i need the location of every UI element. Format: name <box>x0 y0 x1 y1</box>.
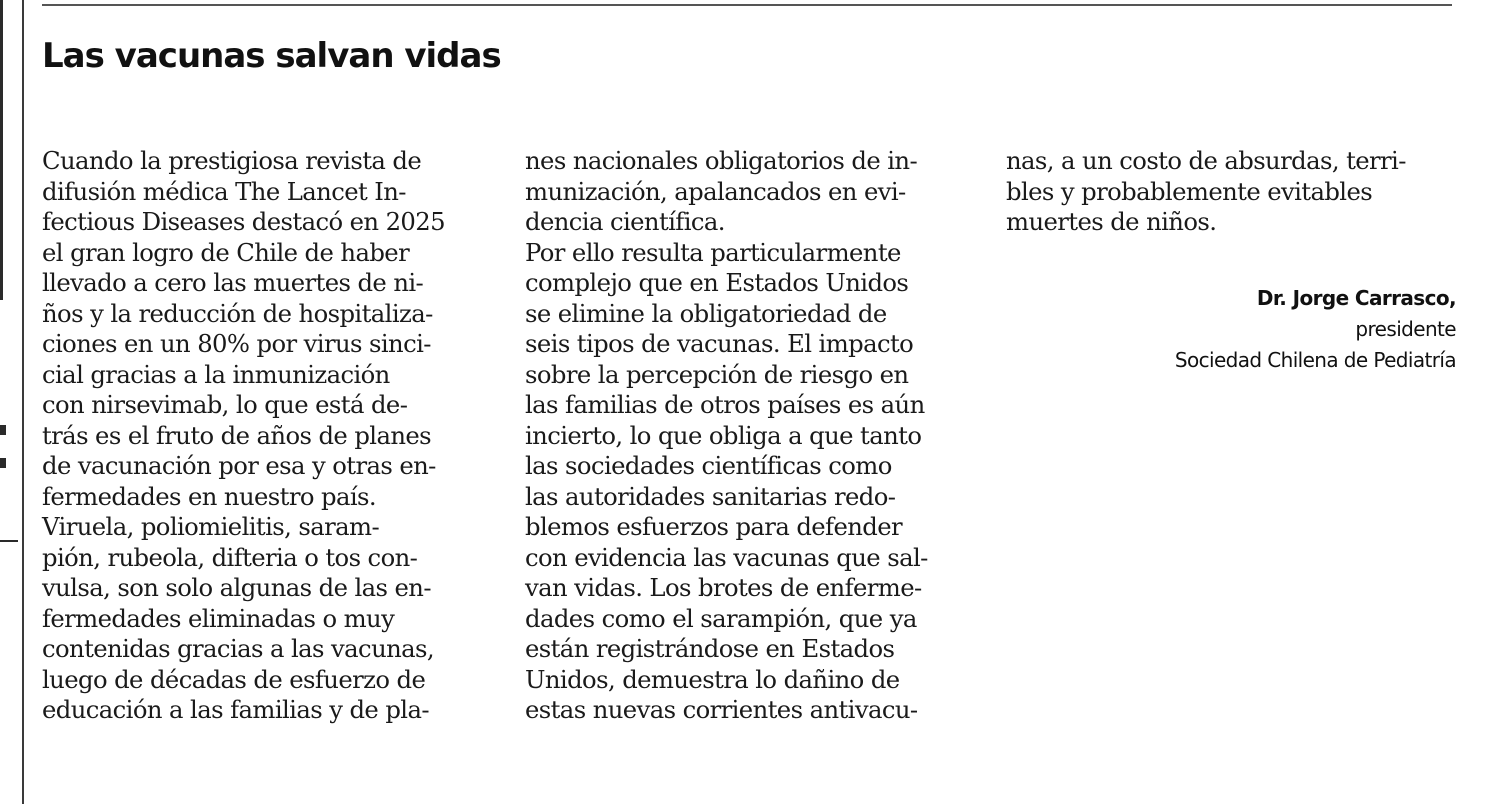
body-column-2 <box>525 146 975 726</box>
body-text-line: con evidencia las vacunas que sal- <box>525 542 928 572</box>
body-text-line: llevado a cero las muertes de ni- <box>42 268 424 297</box>
body-text-line: Por ello resulta particularmente <box>525 237 901 267</box>
body-text-line: de vacunación por esa y otras en- <box>42 451 436 480</box>
body-text-line: fectious Diseases destacó en 2025 <box>42 207 445 236</box>
body-text-line: nes nacionales obligatorios de in- <box>525 146 918 175</box>
body-text-line: Viruela, poliomielitis, saram- <box>42 512 380 541</box>
body-text-line: cial gracias a la inmunización <box>42 359 390 389</box>
body-text-line: estas nuevas corrientes antivacu- <box>525 695 918 724</box>
body-text-line: difusión médica The Lancet In- <box>42 176 406 206</box>
body-text-line: se elimine la obligatoriedad de <box>525 298 887 328</box>
body-text-line: fermedades en nuestro país. <box>42 481 376 511</box>
body-text-line: pión, rubeola, difteria o tos con- <box>42 542 418 572</box>
adjacent-column-fragment <box>0 540 18 542</box>
body-text-line: educación a las familias y de pla- <box>42 695 429 724</box>
letter-signature <box>1175 283 1456 376</box>
body-text-line: incierto, lo que obliga a que tanto <box>525 420 922 450</box>
body-text-line: vulsa, son solo algunas de las en- <box>42 573 431 602</box>
body-text-line: nas, a un costo de absurdas, terri- <box>1006 146 1406 175</box>
adjacent-column-fragment <box>0 458 6 468</box>
body-text-line: munización, apalancados en evi- <box>525 176 906 206</box>
adjacent-column-fragment <box>0 425 6 435</box>
body-text-line: sobre la percepción de riesgo en <box>525 359 909 389</box>
body-text-line: con nirsevimab, lo que está de- <box>42 390 408 419</box>
signature-organization: Sociedad Chilena de Pediatría <box>1174 348 1456 372</box>
article-headline: Las vacunas salvan vidas <box>42 36 501 76</box>
signature-name: Dr. Jorge Carrasco, <box>1256 286 1456 310</box>
body-text-line: muertes de niños. <box>1006 207 1217 236</box>
body-text-line: están registrándose en Estados <box>525 634 895 663</box>
body-text-line: Cuando la prestigiosa revista de <box>42 146 422 175</box>
body-text-line: dencia científica. <box>525 207 725 236</box>
body-text-line: las autoridades sanitarias redo- <box>525 481 896 511</box>
body-text-line: trás es el fruto de años de planes <box>42 420 432 450</box>
body-text-line: las sociedades científicas como <box>525 451 892 480</box>
top-rule <box>42 4 1452 6</box>
body-text-line: blemos esfuerzos para defender <box>525 512 903 541</box>
body-text-line: el gran logro de Chile de haber <box>42 237 410 267</box>
body-text-line: contenidas gracias a las vacunas, <box>42 634 435 663</box>
body-text-line: bles y probablemente evitables <box>1006 176 1373 206</box>
signature-role: presidente <box>1355 317 1456 341</box>
body-text-line: complejo que en Estados Unidos <box>525 268 909 297</box>
body-text-line: dades como el sarampión, que ya <box>525 603 917 633</box>
body-text-line: ños y la reducción de hospitaliza- <box>42 298 433 328</box>
body-column-3 <box>1006 146 1456 238</box>
adjacent-column-edge <box>0 0 3 300</box>
left-margin-rule <box>22 0 24 804</box>
body-column-1 <box>42 146 492 726</box>
body-text-line: van vidas. Los brotes de enferme- <box>525 573 922 602</box>
body-text-line: ciones en un 80% por virus sinci- <box>42 329 431 358</box>
body-text-line: fermedades eliminadas o muy <box>42 603 395 633</box>
body-text-line: las familias de otros países es aún <box>525 390 925 419</box>
body-text-line: seis tipos de vacunas. El impacto <box>525 329 914 358</box>
body-text-line: luego de décadas de esfuerzo de <box>42 664 426 694</box>
body-text-line: Unidos, demuestra lo dañino de <box>525 664 900 694</box>
